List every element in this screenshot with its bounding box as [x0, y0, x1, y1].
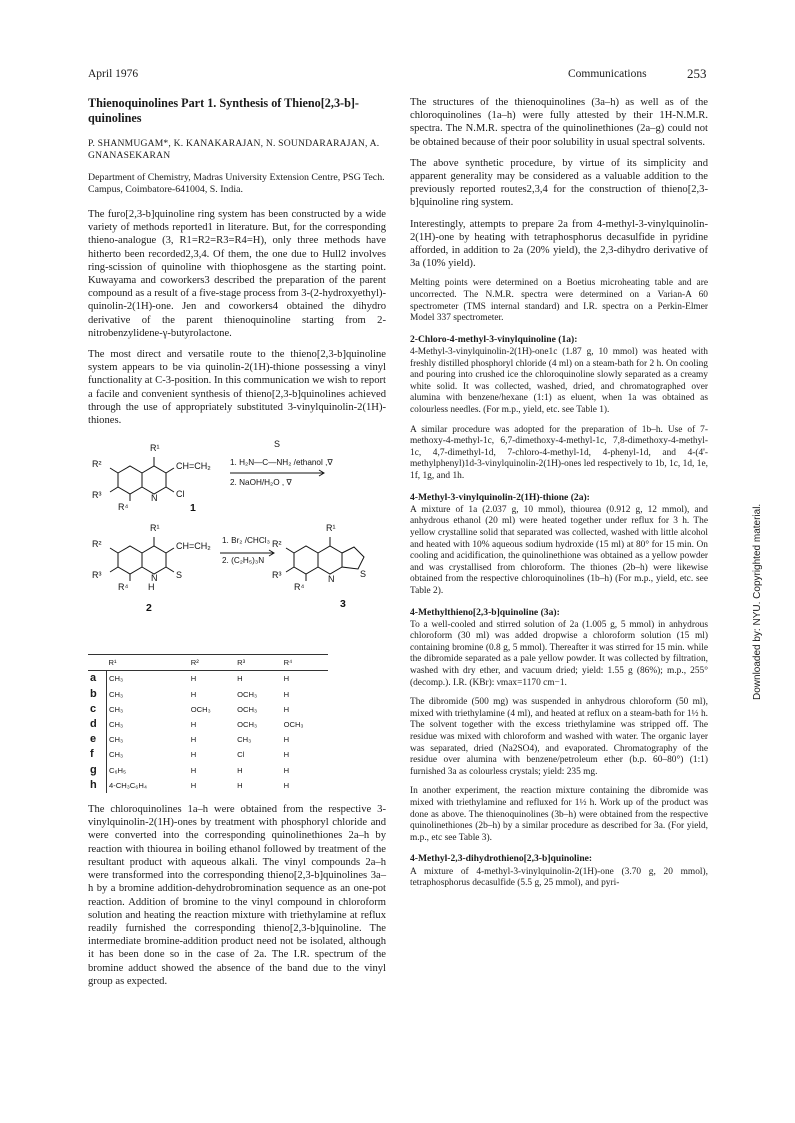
scheme-s-label-3: S	[360, 569, 367, 580]
table-cell: a	[88, 671, 107, 687]
scheme-r2-label: R²	[92, 459, 102, 470]
table-cell: f	[88, 747, 107, 762]
table-cell: OCH₃	[190, 704, 211, 714]
table-cell: OCH₃	[237, 689, 258, 699]
table-row	[88, 778, 328, 793]
scheme-r2-label-2: R²	[92, 539, 102, 550]
table-cell: H	[190, 735, 197, 745]
scheme-n-label-2: N	[151, 573, 158, 584]
route-paragraph: The most direct and versatile route to the thieno[2,3-b]quinoline system appears to be via quinolin-2(1H)-thione possessing a vinyl functionality at C-3-position. In this communication we wish to report a facile and convenient synthesis of thieno[2,3-b]quinolines achieved through the use of appropriately substituted 3-vinylquinolin-2(1H)-thiones.	[88, 349, 386, 427]
reaction-scheme	[88, 435, 386, 650]
table-cell: CH₃	[109, 689, 124, 699]
scheme-drawing	[88, 435, 386, 650]
table-cell: e	[88, 732, 107, 747]
scheme-n-label: N	[151, 493, 158, 504]
running-header-section: Communications	[568, 68, 647, 80]
author-list: P. SHANMUGAM*, K. KANAKARAJAN, N. SOUNDARARAJAN, A. GNANASEKARAN	[88, 138, 380, 161]
dihydro-paragraph: Interestingly, attempts to prepare 2a from 4-methyl-3-vinylquinolin-2(1H)-one by heating with tetraphosphorus decasulfide in pyridine afforded, in addition to 2a (20% yield), the 2,3-dihydro derivative of 3a (10% yield).	[410, 218, 708, 270]
scheme-cl-label: Cl	[176, 489, 185, 500]
table-cell: H	[237, 674, 243, 684]
table-header: R⁴	[282, 655, 328, 671]
table-header: R²	[189, 655, 235, 671]
table-row	[88, 687, 328, 702]
table-header: R¹	[107, 655, 189, 671]
table-cell: H	[190, 765, 197, 775]
procedure-2a: A mixture of 1a (2.037 g, 10 mmol), thiourea (0.912 g, 12 mmol), and anhydrous ethanol (20 ml) were heated together under reflux for 3 h. The yellow crystalline solid that separated was collected, washed with little alcohol and heated with 10% aqueous sodium hydroxide (15 ml) at 80° for 15 min. On cooling and acidification, the quinolinethione was obtained as a yellow powder and was crystallised from chloroform. The thiones (2b–h) were likewise obtained from the respective chloroquinolines (1b–h) (For m.p., yield, etc. see Table 2).	[410, 504, 708, 596]
table-cell: H	[190, 674, 197, 684]
table-cell: OCH₃	[237, 704, 258, 714]
intro-paragraph: The furo[2,3-b]quinoline ring system has been constructed by a wide variety of methods reported1 in literature. But, for the corresponding thieno-analogue (3, R1=R2=R3=R4=H), only three methods have hitherto been recorded2,3,4. Of them, the one due to Hull2 involves ring-scission of quinoline with thiophosgene as the starting point. Kuwayama and coworkers3 described the preparation of the parent compound as a result of a five-stage process from 3-(2-hydroxyethyl)-quinolin-2(1H)-one. Jen and coworkers4 obtained the dihydro derivative of the parent thienoquinoline starting from 2-nitrobenzylidene-γ-butyrolactone.	[88, 209, 387, 339]
table-cell: CH₃	[109, 720, 124, 730]
table-header	[88, 655, 107, 671]
step-2b-reagents: 2. (C₂H₅)₃N	[222, 556, 265, 566]
download-watermark: Downloaded by: NYU. Copyrighted material.	[752, 503, 763, 700]
table-header: R³	[235, 655, 281, 671]
table-row	[88, 732, 328, 747]
table-cell: c	[88, 702, 107, 717]
table-cell: H	[237, 780, 243, 790]
table-cell: OCH₃	[237, 720, 258, 730]
procedure-3a: To a well-cooled and stirred solution of 2a (1.005 g, 5 mmol) in anhydrous chloroform (30 ml) was added dropwise a chloroform solution (15 ml) containing bromine (0.8 g, 5 mmol). Thereafter it was stirred for 15 min. while the dibromide separated as a pale yellow powder. It was collected by filtration, washed with dry ether, and vacuum dried; yield: 1.55 g (86%); m.p., 255° (decomp.). I.R. (KBr): νmax=1170 cm−1.	[410, 619, 708, 688]
scheme-r3-label-2: R³	[92, 570, 102, 581]
step-1b-reagents: 2. NaOH/H₂O , ∇	[230, 478, 292, 488]
table-cell: b	[88, 687, 107, 702]
table-cell: H	[283, 780, 290, 790]
experimental-note: Melting points were determined on a Boetius microheating table and are uncorrected. The N.M.R. spectra were determined on a Varian-A 60 spectrometer (TMS internal standard) and I.R. spectra on a Perkin-Elmer Model 337 spectrometer.	[410, 278, 708, 324]
table-cell: H	[190, 689, 197, 699]
procedure-dihydro: A mixture of 4-methyl-3-vinylquinolin-2(1H)-one (3.70 g, 20 mmol), tetraphosphorus decasulfide (5.5 g, 25 mmol), and pyri-	[410, 866, 708, 889]
procedure-1a: 4-Methyl-3-vinylquinolin-2(1H)-one1c (1.87 g, 10 mmol) was heated with freshly distilled phosphoryl chloride (4 ml) on a steam-bath for 2 h. On cooling and pouring into crushed ice the chloroquinoline slowly separated as a creamy white solid. It was collected, washed, dried, and chromatographed over alumina with benzene/hexane (1:1) as eluent, when 1a was obtained as colourless needles. (For m.p., yield, etc. see Table 1).	[410, 347, 708, 415]
step-1a-reagents: 1. H₂N—C—NH₂ /ethanol ,∇	[230, 458, 333, 468]
compound-1-number: 1	[190, 502, 196, 515]
table-cell: H	[283, 704, 290, 714]
table-cell: H	[283, 735, 290, 745]
scheme-r2-label-3: R²	[272, 539, 282, 550]
table-row	[88, 747, 328, 762]
scheme-r4-label: R⁴	[118, 502, 129, 513]
procedure-dibromide: The dibromide (500 mg) was suspended in anhydrous chloroform (50 ml), mixed with triethylamine (4 ml), and heated at reflux on a steam-bath for 1½ h. The solvent together with the excess triethylamine was stripped off. The residue was mixed with chloroform and washed with water. The organic layer was separated, dried (Na2SO4), and evaporated. Chromatography of the residue over alumina with benzene/petroleum ether (b.p. 60–80°) (1:1) furnished 3a as colourless crystals; yield: 235 mg.	[410, 697, 708, 777]
scheme-vinyl-label-2: CH=CH₂	[176, 541, 211, 552]
page-number: 253	[687, 66, 707, 81]
affiliation: Department of Chemistry, Madras University Extension Centre, PSG Tech. Campus, Coimbatore-641004, S. India.	[88, 172, 385, 195]
scheme-vinyl-label: CH=CH₂	[176, 461, 211, 472]
synthesis-paragraph: The chloroquinolines 1a–h were obtained from the respective 3-vinylquinolin-2(1H)-ones by treatment with phosphoryl chloride and were converted into the corresponding quinolinethiones 2a–h by reaction with thiourea in boiling ethanol followed by treatment of the resultant product with aqueous alkali. The vinyl compounds 2a–h were transformed into the corresponding thieno[2,3-b]quinolines 3a–h by a bromine addition-dehydrobromination sequence as an one-pot reaction. Addition of bromine to the vinyl compound in chloroform solution and heating the reaction mixture with triethylamine at reflux readily furnished the corresponding thieno[2,3-b]quinoline. The intermediate bromine-addition product need not be isolated, although it has been done so in the case of 2a. The I.R. spectrum of the bromine adduct showed the absence of the band due to the vinyl group as expected.	[88, 804, 386, 987]
thiourea-s-label: S	[274, 439, 281, 450]
table-cell: H	[190, 780, 197, 790]
scheme-r4-label-3: R⁴	[294, 582, 305, 593]
table-row	[88, 717, 328, 732]
table-cell: CH₃	[109, 735, 124, 745]
table-cell: H	[283, 750, 290, 760]
step-2a-reagents: 1. Br₂ /CHCl₃	[222, 536, 270, 546]
table-row	[88, 671, 328, 687]
scheme-r1-label-3: R¹	[326, 523, 336, 534]
compound-3-number: 3	[340, 598, 346, 611]
substituent-table	[88, 654, 328, 793]
table-cell: CH₃	[109, 704, 124, 714]
right-column	[410, 96, 708, 898]
scheme-r1-label: R¹	[150, 443, 160, 454]
table-cell: h	[88, 778, 107, 793]
scheme-r3-label: R³	[92, 490, 102, 501]
structure-paragraph: The structures of the thienoquinolines (3a–h) as well as of the chloroquinolines (1a–h) were fully attested by their 1H-N.M.R. spectra. The N.M.R. spectra of the quinolinethiones (2a–g) could not be obtained because of their poor solubility in usual spectral solvents.	[410, 97, 708, 148]
table-cell: H	[190, 720, 197, 730]
procedure-1b-h: A similar procedure was adopted for the preparation of 1b–h. Use of 7-methoxy-4-methyl-1c, 6,7-dimethoxy-4-methyl-1c, 7,8-dimethoxy-4-methyl-1c, 4,7-dimethyl-1d, 7-chloro-4-methyl-1d, 4-phenyl-1d, and 4-(4'-methylphenyl)1d-3-vinylquinolin-2(1H)-ones led respectively to 1b, 1c, 1d, 1e, 1f, 1g, and 1h.	[410, 424, 708, 481]
section-heading-3a: 4-Methylthieno[2,3-b]quinoline (3a):	[410, 606, 560, 618]
table-cell: CH₃	[237, 735, 252, 745]
section-heading-2a: 4-Methyl-3-vinylquinolin-2(1H)-thione (2a):	[410, 491, 590, 503]
scheme-n-label-3: N	[328, 574, 335, 585]
table-row	[88, 763, 328, 778]
table-row	[88, 702, 328, 717]
table-cell: CH₃	[109, 674, 124, 684]
article-title: Thienoquinolines Part 1. Synthesis of Thieno[2,3-b]-quinolines	[88, 96, 359, 125]
table-cell: CH₃	[109, 750, 124, 760]
table-cell: Cl	[237, 750, 245, 760]
table-cell: g	[88, 763, 107, 778]
table-cell: H	[237, 765, 243, 775]
compound-2-number: 2	[146, 602, 152, 615]
scheme-r3-label-3: R³	[272, 570, 282, 581]
table-cell: d	[88, 717, 107, 732]
scheme-r1-label-2: R¹	[150, 523, 160, 534]
table-cell: 4-CH₃C₆H₄	[109, 780, 147, 790]
scheme-s-label: S	[176, 570, 183, 581]
section-heading-1a: 2-Chloro-4-methyl-3-vinylquinoline (1a):	[410, 333, 578, 345]
running-header-date: April 1976	[88, 68, 139, 80]
left-column	[88, 96, 386, 996]
table-cell: H	[190, 750, 197, 760]
scheme-nh-label: H	[148, 582, 155, 593]
table-cell: H	[283, 689, 290, 699]
section-heading-dihydro: 4-Methyl-2,3-dihydrothieno[2,3-b]quinoline:	[410, 853, 593, 865]
table-cell: OCH₃	[283, 720, 304, 730]
procedure-3b-h: In another experiment, the reaction mixture containing the dibromide was mixed with triethylamine and refluxed for 1½ h. Work up of the product was done as above. The thienoquinolines (3b–h) were obtained from the respective quinolinethiones (2b–h) by a similar procedure as described for 3a. (For yield, m.p., etc see Table 3).	[410, 786, 708, 843]
generality-paragraph: The above synthetic procedure, by virtue of its simplicity and apparent generality may be considered as a valuable addition to the previously reported routes2,3,4 for the construction of thieno[2,3-b]quinoline ring system.	[410, 157, 708, 209]
scheme-r4-label-2: R⁴	[118, 582, 129, 593]
table-cell: H	[283, 674, 290, 684]
table-cell: H	[283, 765, 290, 775]
table-cell: C₆H₅	[109, 765, 127, 775]
